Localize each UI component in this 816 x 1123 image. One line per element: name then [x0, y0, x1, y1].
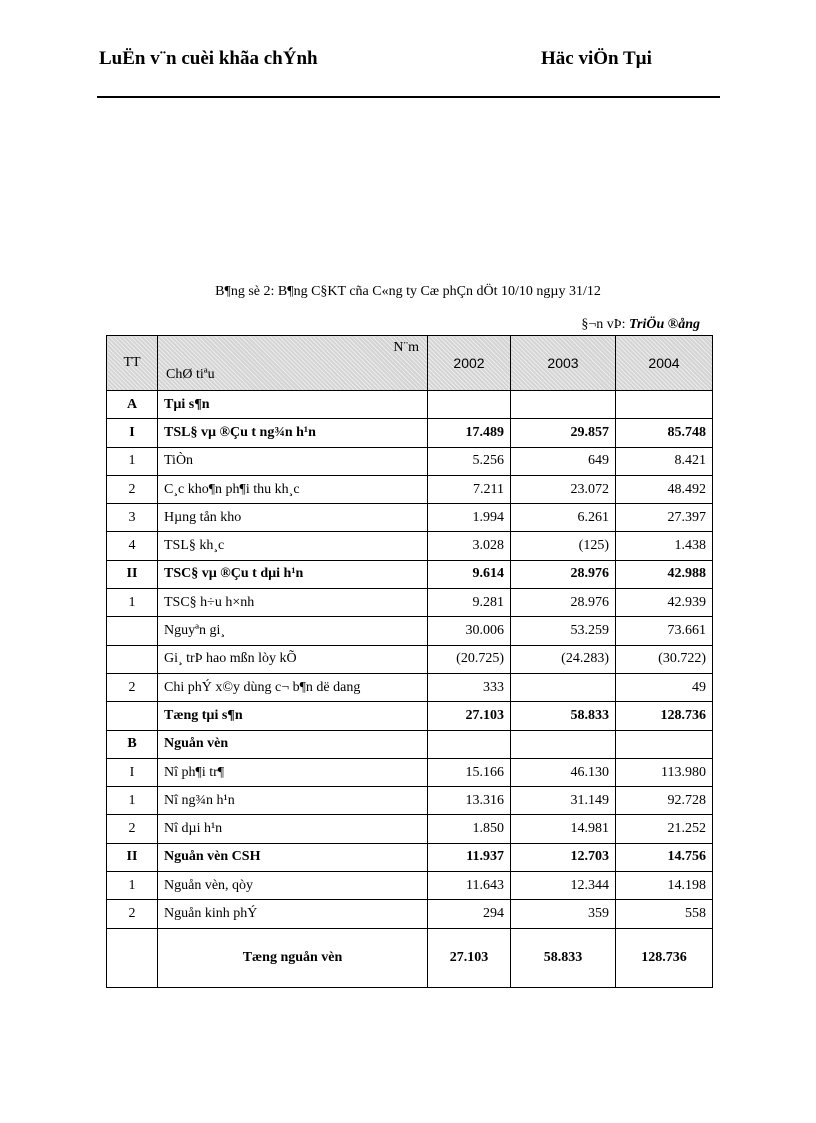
table-row	[107, 702, 713, 730]
table-row	[107, 815, 713, 843]
row-indicator: TSC§ vµ ®Çu t dµi h¹n	[158, 560, 428, 588]
table-row	[107, 843, 713, 871]
table-row	[107, 532, 713, 560]
row-indicator: C¸c kho¶n ph¶i thu kh¸c	[158, 475, 428, 503]
row-value-2003: 29.857	[511, 419, 616, 447]
row-value-2003: 359	[511, 900, 616, 928]
row-indicator: Tµi s¶n	[158, 391, 428, 419]
row-value-2002	[428, 391, 511, 419]
row-value-2003: 23.072	[511, 475, 616, 503]
header-rule	[97, 96, 720, 98]
row-indicator: TiÒn	[158, 447, 428, 475]
row-tt: 1	[107, 787, 158, 815]
table-row	[107, 589, 713, 617]
header-tt: TT	[107, 336, 158, 391]
table-row	[107, 758, 713, 786]
row-value-2004: 1.438	[616, 532, 713, 560]
row-value-2002: 30.006	[428, 617, 511, 645]
row-value-2003: 28.976	[511, 560, 616, 588]
row-value-2003: 31.149	[511, 787, 616, 815]
row-value-2004: 14.756	[616, 843, 713, 871]
row-indicator: Hµng tån kho	[158, 504, 428, 532]
row-tt: II	[107, 560, 158, 588]
row-value-2002: 11.643	[428, 872, 511, 900]
total-value-2003: 58.833	[511, 928, 616, 987]
row-value-2002	[428, 730, 511, 758]
table-row	[107, 560, 713, 588]
row-value-2002: 1.994	[428, 504, 511, 532]
header-year-label: N¨m	[393, 340, 419, 355]
table-row	[107, 419, 713, 447]
table-row	[107, 645, 713, 673]
header-indicator	[158, 336, 428, 391]
row-value-2002: 333	[428, 673, 511, 701]
table-caption: B¶ng sè 2: B¶ng C§KT cña C«ng ty Cæ phÇn dÖt 10/10 ngµy 31/12	[215, 284, 601, 299]
row-tt	[107, 702, 158, 730]
row-value-2003: 6.261	[511, 504, 616, 532]
row-value-2004: 558	[616, 900, 713, 928]
row-value-2003	[511, 391, 616, 419]
row-indicator: TSC§ h÷u h×nh	[158, 589, 428, 617]
row-value-2003: (125)	[511, 532, 616, 560]
unit-value: TriÖu ®ång	[628, 317, 700, 332]
table-row	[107, 730, 713, 758]
table-header-row	[107, 336, 713, 391]
row-indicator: TSL§ vµ ®Çu t ng¾n h¹n	[158, 419, 428, 447]
row-tt: 4	[107, 532, 158, 560]
table-row	[107, 900, 713, 928]
row-value-2004: 27.397	[616, 504, 713, 532]
row-tt: A	[107, 391, 158, 419]
row-value-2004: 48.492	[616, 475, 713, 503]
unit-note	[581, 317, 700, 333]
table-total-row	[107, 928, 713, 987]
row-indicator: Nî ph¶i tr¶	[158, 758, 428, 786]
row-tt: 2	[107, 673, 158, 701]
total-value-2004: 128.736	[616, 928, 713, 987]
row-value-2003	[511, 730, 616, 758]
row-value-2003: 53.259	[511, 617, 616, 645]
total-label: Tæng nguån vèn	[158, 928, 428, 987]
row-tt: II	[107, 843, 158, 871]
row-indicator: Nî dµi h¹n	[158, 815, 428, 843]
row-tt: 2	[107, 475, 158, 503]
row-value-2004: 92.728	[616, 787, 713, 815]
unit-label: §¬n vÞ:	[581, 317, 626, 332]
row-indicator: Gi¸ trÞ hao mßn lòy kÕ	[158, 645, 428, 673]
row-value-2002: 27.103	[428, 702, 511, 730]
row-value-2003: 649	[511, 447, 616, 475]
row-value-2004: 85.748	[616, 419, 713, 447]
row-value-2004: (30.722)	[616, 645, 713, 673]
table-row	[107, 504, 713, 532]
row-value-2004: 128.736	[616, 702, 713, 730]
row-value-2003: 46.130	[511, 758, 616, 786]
row-value-2002: (20.725)	[428, 645, 511, 673]
header-year-2004: 2004	[616, 336, 713, 391]
row-tt: B	[107, 730, 158, 758]
row-indicator: Nguån vèn CSH	[158, 843, 428, 871]
row-value-2004: 21.252	[616, 815, 713, 843]
row-value-2002: 13.316	[428, 787, 511, 815]
row-value-2002: 15.166	[428, 758, 511, 786]
row-indicator: Nguån vèn, qòy	[158, 872, 428, 900]
row-value-2002: 7.211	[428, 475, 511, 503]
row-value-2004	[616, 730, 713, 758]
row-value-2004: 49	[616, 673, 713, 701]
row-tt: 3	[107, 504, 158, 532]
row-indicator: TSL§ kh¸c	[158, 532, 428, 560]
row-indicator: Nî ng¾n h¹n	[158, 787, 428, 815]
header-year-2003: 2003	[511, 336, 616, 391]
row-tt: 2	[107, 815, 158, 843]
table-row	[107, 475, 713, 503]
row-indicator: Nguån kinh phÝ	[158, 900, 428, 928]
row-value-2002: 9.614	[428, 560, 511, 588]
row-tt: 1	[107, 447, 158, 475]
table-row	[107, 391, 713, 419]
table-row	[107, 872, 713, 900]
row-value-2003: 12.703	[511, 843, 616, 871]
row-tt	[107, 617, 158, 645]
row-tt: I	[107, 758, 158, 786]
row-value-2003: 58.833	[511, 702, 616, 730]
row-value-2002: 9.281	[428, 589, 511, 617]
row-indicator: Nguyªn gi¸	[158, 617, 428, 645]
row-tt	[107, 645, 158, 673]
total-tt	[107, 928, 158, 987]
row-tt: I	[107, 419, 158, 447]
row-value-2003: 28.976	[511, 589, 616, 617]
row-value-2003: 12.344	[511, 872, 616, 900]
table-row	[107, 447, 713, 475]
row-value-2003: 14.981	[511, 815, 616, 843]
row-value-2003: (24.283)	[511, 645, 616, 673]
row-value-2004: 8.421	[616, 447, 713, 475]
row-indicator: Tæng tµi s¶n	[158, 702, 428, 730]
table-body	[107, 391, 713, 988]
header-right-title: Häc viÖn Tµi	[541, 48, 652, 69]
row-value-2004: 113.980	[616, 758, 713, 786]
header-year-2002: 2002	[428, 336, 511, 391]
row-value-2004: 73.661	[616, 617, 713, 645]
row-value-2004: 42.939	[616, 589, 713, 617]
row-value-2002: 11.937	[428, 843, 511, 871]
row-value-2003	[511, 673, 616, 701]
row-value-2002: 17.489	[428, 419, 511, 447]
row-value-2002: 5.256	[428, 447, 511, 475]
row-value-2002: 3.028	[428, 532, 511, 560]
row-value-2004: 14.198	[616, 872, 713, 900]
total-value-2002: 27.103	[428, 928, 511, 987]
row-indicator: Chi phÝ x©y dùng c¬ b¶n dë dang	[158, 673, 428, 701]
table-row	[107, 787, 713, 815]
table-row	[107, 617, 713, 645]
balance-sheet-table	[106, 335, 713, 988]
row-value-2002: 1.850	[428, 815, 511, 843]
row-value-2004	[616, 391, 713, 419]
row-tt: 2	[107, 900, 158, 928]
table-row	[107, 673, 713, 701]
row-value-2002: 294	[428, 900, 511, 928]
row-tt: 1	[107, 872, 158, 900]
row-tt: 1	[107, 589, 158, 617]
row-indicator: Nguån vèn	[158, 730, 428, 758]
header-left-title: LuËn v¨n cuèi khãa chÝnh	[99, 48, 318, 69]
row-value-2004: 42.988	[616, 560, 713, 588]
header-indicator-label: ChØ tiªu	[166, 367, 215, 382]
